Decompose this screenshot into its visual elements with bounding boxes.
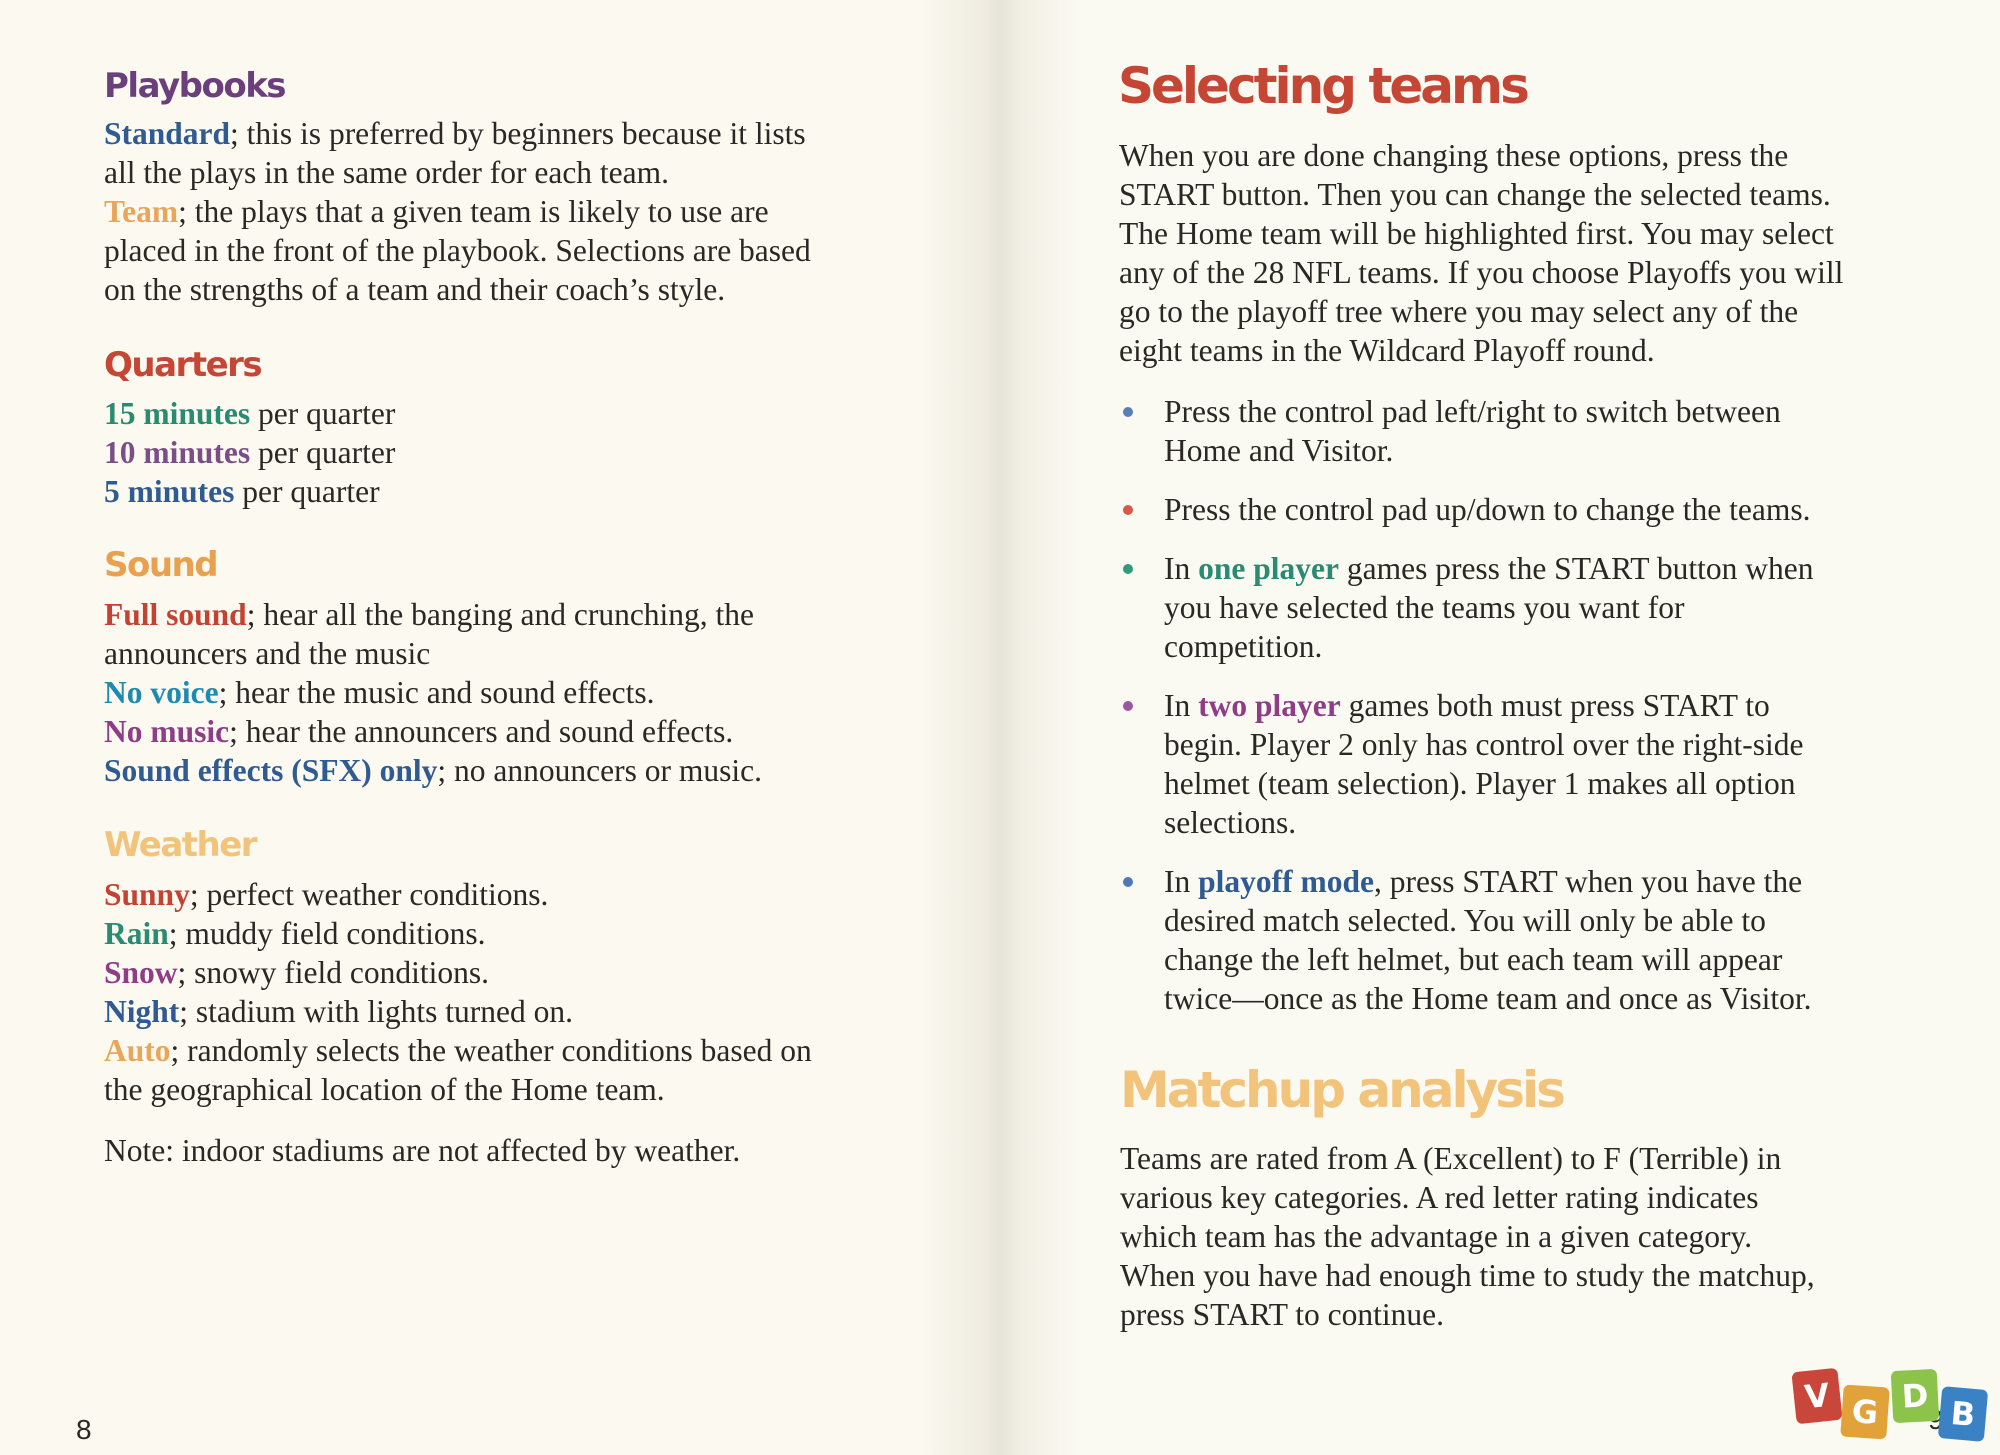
quarter-suffix: per quarter [234, 474, 380, 509]
bullet-text: In [1164, 551, 1199, 586]
paragraph-line: The Home team will be highlighted first. You may select [1119, 216, 1834, 251]
bullet-dot-icon [1123, 505, 1133, 515]
team-option: Team [104, 194, 179, 229]
bullet-line: begin. Player 2 only has control over the right-side [1164, 727, 1804, 762]
quarter-length: 5 minutes [104, 474, 235, 509]
option-description: ; muddy field conditions. [168, 916, 486, 951]
sfx-only-option: Sound effects (SFX) only [104, 753, 438, 788]
sound-text [104, 595, 762, 790]
bullet-line: desired match selected. You will only be able to [1164, 903, 1766, 938]
option-description: ; snowy field conditions. [177, 955, 490, 990]
weather-note: Note: indoor stadiums are not affected by weather. [104, 1133, 741, 1168]
quarter-option [104, 433, 395, 472]
bullet-dot-icon [1123, 877, 1133, 887]
logo-tile-b: B [1938, 1386, 1988, 1442]
two-player-keyword: two player [1198, 688, 1341, 723]
playbooks-line [104, 192, 811, 231]
weather-heading: Weather [104, 825, 257, 865]
bullet-line: helmet (team selection). Player 1 makes all option [1164, 766, 1796, 801]
paragraph-line: Teams are rated from A (Excellent) to F (Terrible) in [1120, 1141, 1782, 1176]
sound-line [104, 712, 762, 751]
bullet-line: Press the control pad left/right to switch between [1164, 394, 1781, 429]
matchup-analysis-heading: Matchup analysis [1120, 1061, 1563, 1119]
quarter-length: 15 minutes [104, 396, 251, 431]
option-description: ; the plays that a given team is likely to use are [178, 194, 769, 229]
paragraph-line: When you have had enough time to study the matchup, [1120, 1258, 1815, 1293]
bullet-text: In [1164, 864, 1199, 899]
bullet-line: twice—once as the Home team and once as Visitor. [1164, 981, 1812, 1016]
paragraph-line: various key categories. A red letter rating indicates [1120, 1180, 1759, 1215]
bullet-line: competition. [1164, 629, 1323, 664]
playbooks-text [104, 114, 811, 309]
paragraph-line: go to the playoff tree where you may select any of the [1119, 294, 1799, 329]
bullet-dot-icon [1123, 407, 1133, 417]
selecting-teams-paragraph [1119, 136, 1843, 370]
selecting-teams-bullets [1119, 392, 1813, 1018]
quarter-option [104, 394, 395, 433]
one-player-keyword: one player [1198, 551, 1339, 586]
paragraph-line: any of the 28 NFL teams. If you choose Playoffs you will [1119, 255, 1844, 290]
right-page [1000, 0, 2000, 1455]
paragraph-line: START button. Then you can change the selected teams. [1119, 177, 1831, 212]
paragraph-line: eight teams in the Wildcard Playoff round. [1119, 333, 1655, 368]
option-description: ; hear the announcers and sound effects. [229, 714, 734, 749]
sound-line [104, 673, 762, 712]
bullet-line: Press the control pad up/down to change the teams. [1164, 492, 1811, 527]
quarters-list [104, 394, 395, 511]
bullet-line: change the left helmet, but each team will appear [1164, 942, 1783, 977]
standard-option: Standard [104, 116, 231, 151]
option-description: ; perfect weather conditions. [189, 877, 549, 912]
weather-line [104, 1031, 812, 1070]
weather-line [104, 992, 812, 1031]
bullet-line [1164, 549, 1813, 588]
bullet-item [1119, 392, 1813, 470]
paragraph-line: When you are done changing these options, press the [1119, 138, 1789, 173]
bullet-dot-icon [1123, 701, 1133, 711]
bullet-line: selections. [1164, 805, 1297, 840]
selecting-teams-heading: Selecting teams [1118, 57, 1527, 115]
playbooks-heading: Playbooks [104, 66, 286, 106]
logo-tile-g: G [1840, 1384, 1890, 1439]
playoff-mode-keyword: playoff mode [1198, 864, 1374, 899]
bullet-line: you have selected the teams you want for [1164, 590, 1685, 625]
sunny-option: Sunny [104, 877, 190, 912]
bullet-dot-icon [1123, 564, 1133, 574]
playbooks-line: on the strengths of a team and their coach’s style. [104, 272, 726, 307]
bullet-line [1164, 686, 1813, 725]
quarter-suffix: per quarter [250, 435, 396, 470]
paragraph-line: which team has the advantage in a given category. [1120, 1219, 1753, 1254]
no-music-option: No music [104, 714, 230, 749]
weather-line [104, 953, 812, 992]
night-option: Night [104, 994, 180, 1029]
bullet-line [1164, 862, 1813, 901]
sound-heading: Sound [104, 545, 218, 585]
sound-line: announcers and the music [104, 636, 431, 671]
bullet-item [1119, 490, 1813, 529]
quarter-suffix: per quarter [250, 396, 396, 431]
option-description: ; hear all the banging and crunching, the [246, 597, 755, 632]
paragraph-line: press START to continue. [1120, 1297, 1444, 1332]
bullet-text: games press the START button when [1338, 551, 1814, 586]
sound-line [104, 751, 762, 790]
logo-tile-d: D [1891, 1369, 1940, 1423]
page-number-left: 8 [76, 1414, 92, 1445]
snow-option: Snow [104, 955, 178, 990]
weather-line [104, 914, 812, 953]
weather-line: the geographical location of the Home team. [104, 1072, 665, 1107]
weather-text [104, 875, 812, 1109]
option-description: ; this is preferred by beginners because it lists [230, 116, 806, 151]
option-description: ; randomly selects the weather conditions based on [170, 1033, 812, 1068]
full-sound-option: Full sound [104, 597, 247, 632]
bullet-text: , press START when you have the [1374, 864, 1803, 899]
quarter-option [104, 472, 395, 511]
bullet-text: games both must press START to [1340, 688, 1770, 723]
sound-line [104, 595, 762, 634]
bullet-item [1119, 686, 1813, 842]
auto-option: Auto [104, 1033, 171, 1068]
option-description: ; no announcers or music. [437, 753, 762, 788]
vgdb-watermark-logo [1794, 1368, 1990, 1448]
no-voice-option: No voice [104, 675, 219, 710]
bullet-text: In [1164, 688, 1199, 723]
playbooks-line [104, 114, 811, 153]
matchup-analysis-paragraph [1120, 1139, 1815, 1334]
weather-line [104, 875, 812, 914]
playbooks-line: placed in the front of the playbook. Selections are based [104, 233, 811, 268]
quarter-length: 10 minutes [104, 435, 251, 470]
playbooks-line: all the plays in the same order for each team. [104, 155, 670, 190]
bullet-item [1119, 549, 1813, 666]
rain-option: Rain [104, 916, 169, 951]
option-description: ; stadium with lights turned on. [179, 994, 574, 1029]
logo-tile-v: V [1791, 1368, 1842, 1425]
bullet-item [1119, 862, 1813, 1018]
option-description: ; hear the music and sound effects. [218, 675, 655, 710]
quarters-heading: Quarters [104, 345, 262, 385]
bullet-line: Home and Visitor. [1164, 433, 1394, 468]
